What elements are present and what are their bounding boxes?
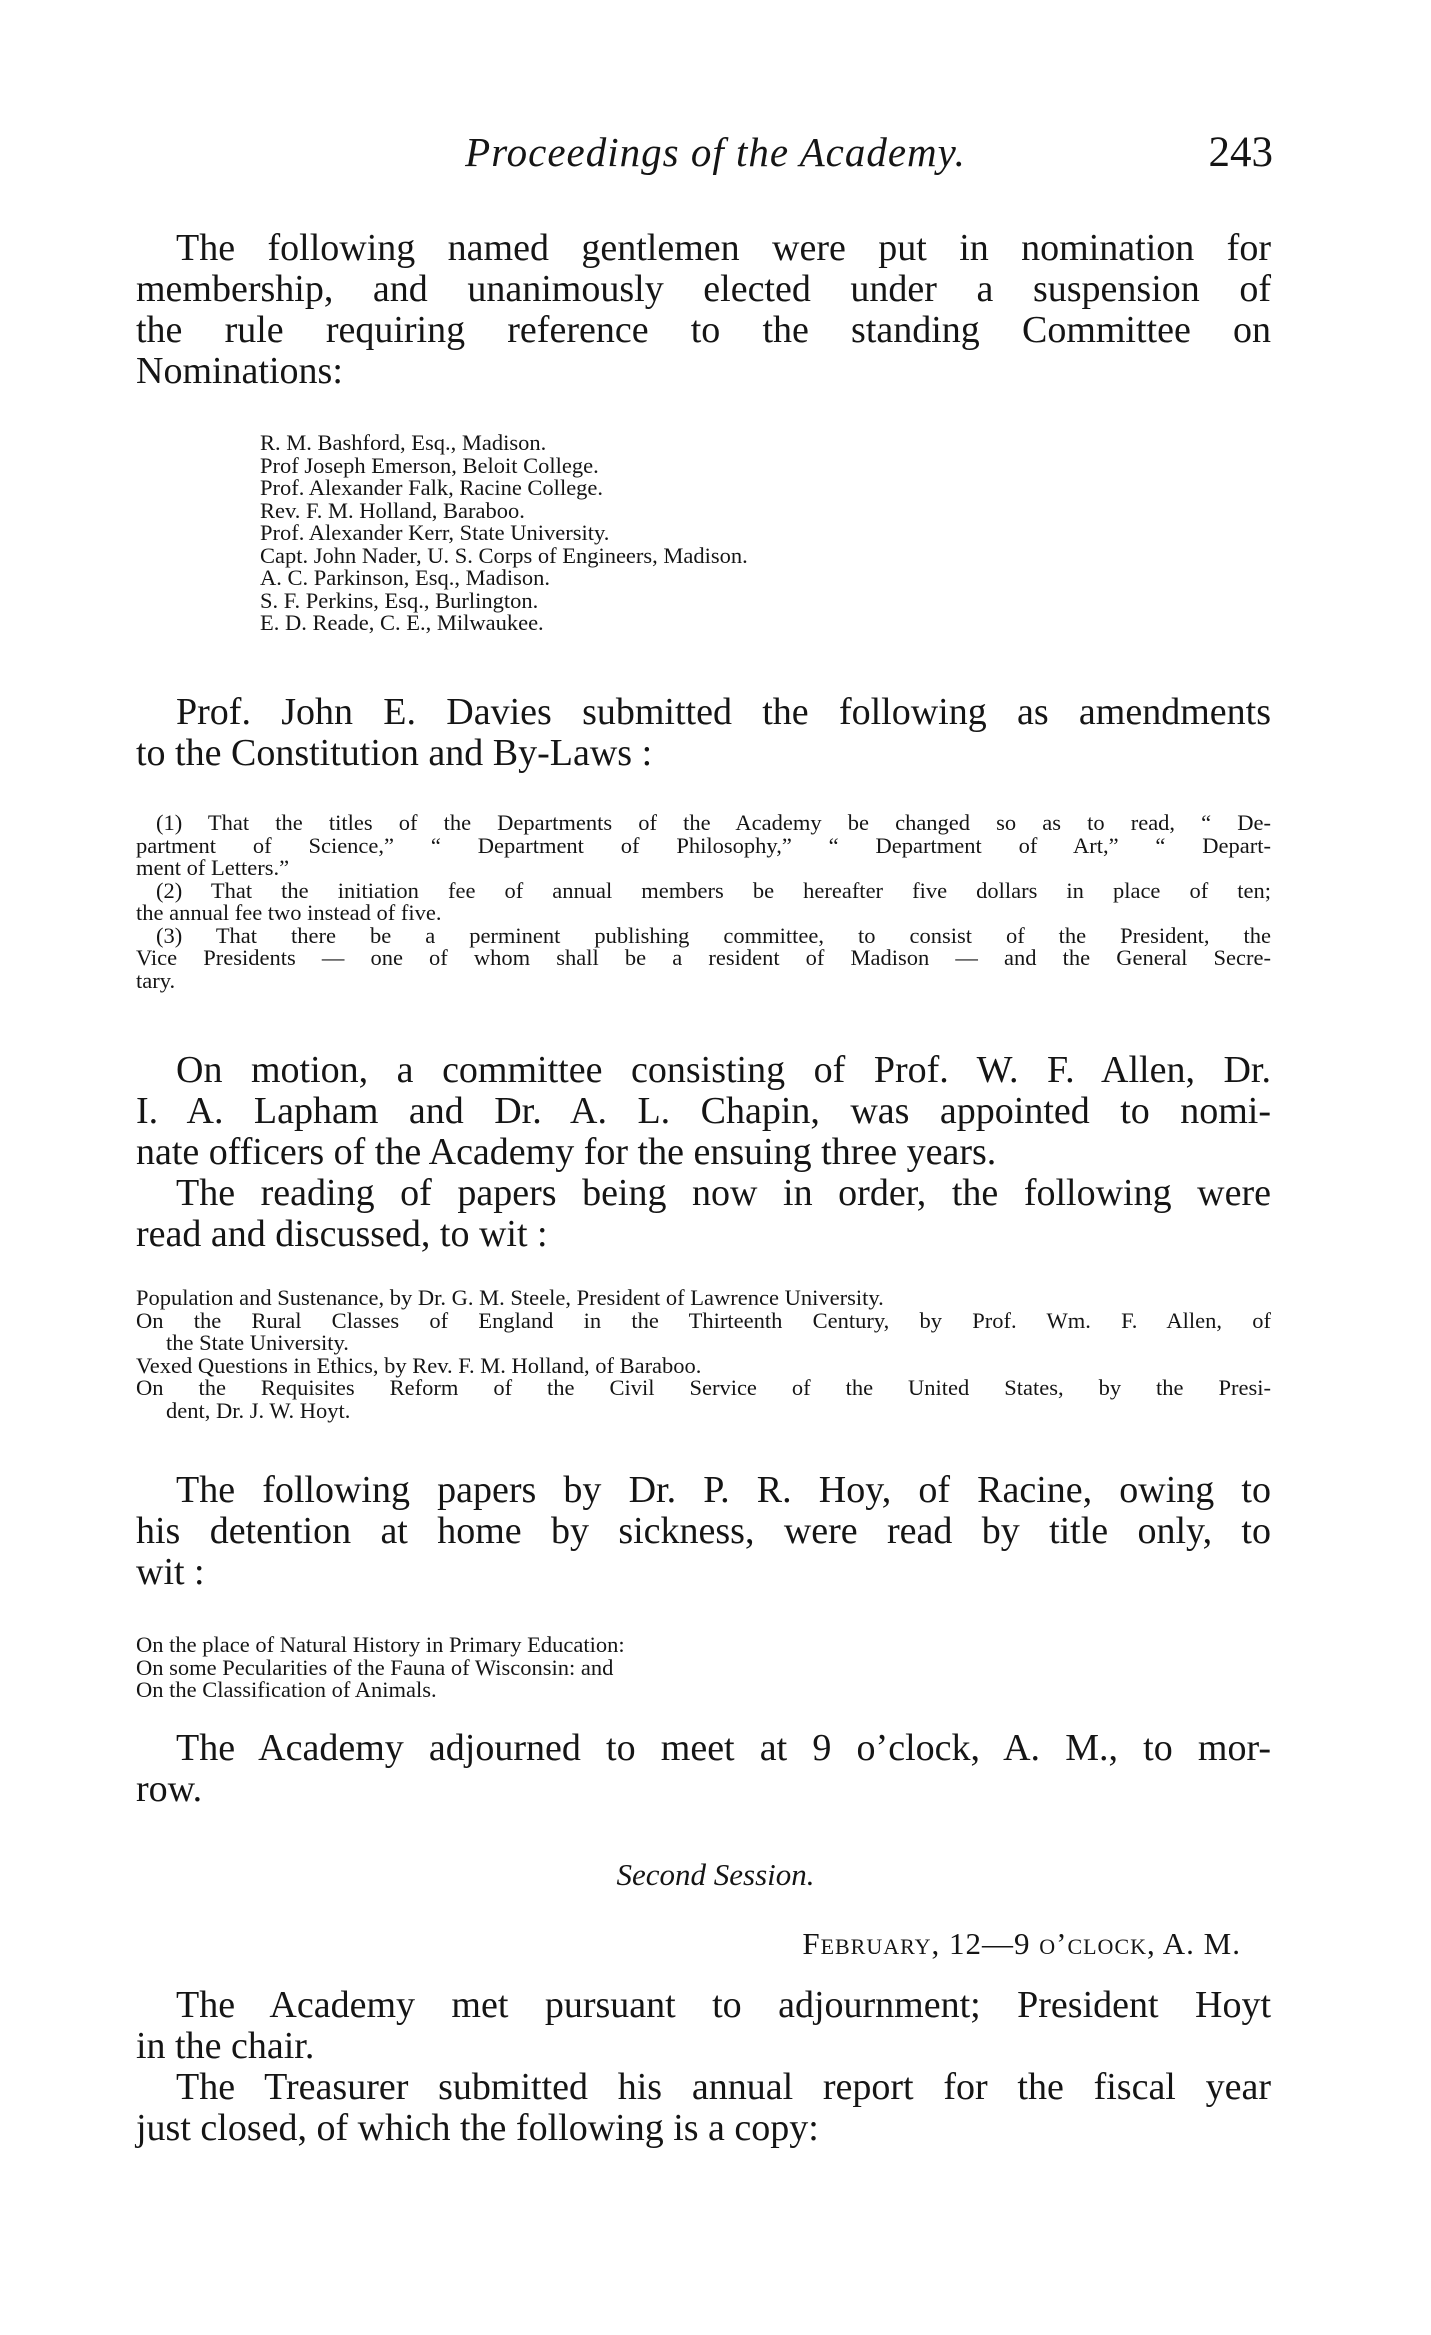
amendment-line: tary. [136, 967, 176, 993]
papers-paragraph [136, 1172, 1271, 1255]
treasurer-paragraph [136, 2066, 1271, 2149]
member-item: E. D. Reade, C. E., Milwaukee. [260, 610, 544, 635]
text-line: in the chair. [136, 2025, 315, 2067]
text-line: The Academy met pursuant to adjournment; President Hoyt [176, 1984, 1271, 2026]
amendments-block [136, 812, 1271, 992]
text-line: I. A. Lapham and Dr. A. L. Chapin, was appointed to nomi- [136, 1090, 1271, 1132]
paper-line: the State University. [166, 1330, 349, 1355]
amendment-line: Vice Presidents — one of whom shall be a resident of Madison — and the General Secre- [136, 945, 1271, 970]
member-item: Rev. F. M. Holland, Baraboo. [260, 497, 525, 523]
papers-list [136, 1287, 1271, 1422]
amendment-line: (3) That there be a perminent publishing committee, to consist of the President, the [156, 922, 1271, 948]
members-list [260, 432, 748, 635]
paper-line: On the place of Natural History in Primary Education: [136, 1632, 625, 1657]
member-item: Capt. John Nader, U. S. Corps of Engineers, Madison. [260, 542, 748, 568]
text-line: The reading of papers being now in order, the following were [176, 1172, 1271, 1214]
davies-paragraph [136, 691, 1271, 774]
page-number: 243 [1208, 129, 1273, 176]
nomination-paragraph [136, 227, 1271, 392]
text-line: Prof. John E. Davies submitted the following as amendments [176, 691, 1271, 733]
member-item: S. F. Perkins, Esq., Burlington. [260, 587, 539, 613]
text-line: read and discussed, to wit : [136, 1213, 548, 1255]
text-line: nate officers of the Academy for the ensuing three years. [136, 1131, 997, 1173]
text-line: to the Constitution and By-Laws : [136, 732, 653, 774]
text-line: The Treasurer submitted his annual report for the fiscal year [176, 2066, 1271, 2108]
text-line: row. [136, 1768, 203, 1810]
text-line: just closed, of which the following is a copy: [136, 2107, 819, 2149]
hoy-papers-list [136, 1634, 625, 1702]
amendment-line: (1) That the titles of the Departments of the Academy be changed so as to read, “ De- [156, 810, 1271, 835]
member-item: Prof Joseph Emerson, Beloit College. [260, 452, 599, 478]
member-item: A. C. Parkinson, Esq., Madison. [260, 565, 551, 590]
text-line: the rule requiring reference to the standing Committee on [136, 309, 1271, 351]
amendment-line: the annual fee two instead of five. [136, 900, 442, 925]
paper-line: On the Rural Classes of England in the Thirteenth Century, by Prof. Wm. F. Allen, of [136, 1307, 1271, 1333]
paper-line: Population and Sustenance, by Dr. G. M. Steele, President of Lawrence University. [136, 1285, 884, 1310]
text-line: The Academy adjourned to meet at 9 o’clock, A. M., to mor- [176, 1727, 1271, 1769]
text-line: Nominations: [136, 350, 343, 392]
amendment-line: ment of Letters.” [136, 855, 290, 880]
paper-line: On the Classification of Animals. [136, 1677, 437, 1702]
running-title: Proceedings of the Academy. [465, 129, 966, 175]
text-line: On motion, a committee consisting of Prof. W. F. Allen, Dr. [176, 1049, 1271, 1091]
paper-line: On the Requisites Reform of the Civil Service of the United States, by the Presi- [136, 1375, 1271, 1400]
paper-line: dent, Dr. J. W. Hoyt. [166, 1397, 351, 1423]
committee-paragraph [136, 1049, 1271, 1173]
met-paragraph [136, 1984, 1271, 2067]
session-date: February, 12—9 o’clock, A. M. [802, 1926, 1241, 1961]
member-item: R. M. Bashford, Esq., Madison. [260, 430, 547, 455]
text-line: his detention at home by sickness, were read by title only, to [136, 1510, 1271, 1552]
paper-line: On some Pecularities of the Fauna of Wisconsin: and [136, 1654, 614, 1680]
adjourn-paragraph [136, 1727, 1271, 1810]
text-line: wit : [136, 1551, 205, 1593]
member-item: Prof. Alexander Kerr, State University. [260, 520, 610, 545]
session-heading: Second Session. [616, 1857, 815, 1892]
amendment-line: (2) That the initiation fee of annual members be hereafter five dollars in place of ten; [156, 877, 1271, 903]
paper-line: Vexed Questions in Ethics, by Rev. F. M. Holland, of Baraboo. [136, 1352, 702, 1378]
member-item: Prof. Alexander Falk, Racine College. [260, 475, 604, 500]
hoy-paragraph [136, 1469, 1271, 1593]
text-line: The following named gentlemen were put in nomination for [176, 227, 1271, 269]
amendment-line: partment of Science,” “ Department of Philosophy,” “ Department of Art,” “ Depart- [136, 832, 1271, 858]
text-line: The following papers by Dr. P. R. Hoy, of Racine, owing to [176, 1469, 1271, 1511]
text-line: membership, and unanimously elected under a suspension of [136, 268, 1271, 310]
